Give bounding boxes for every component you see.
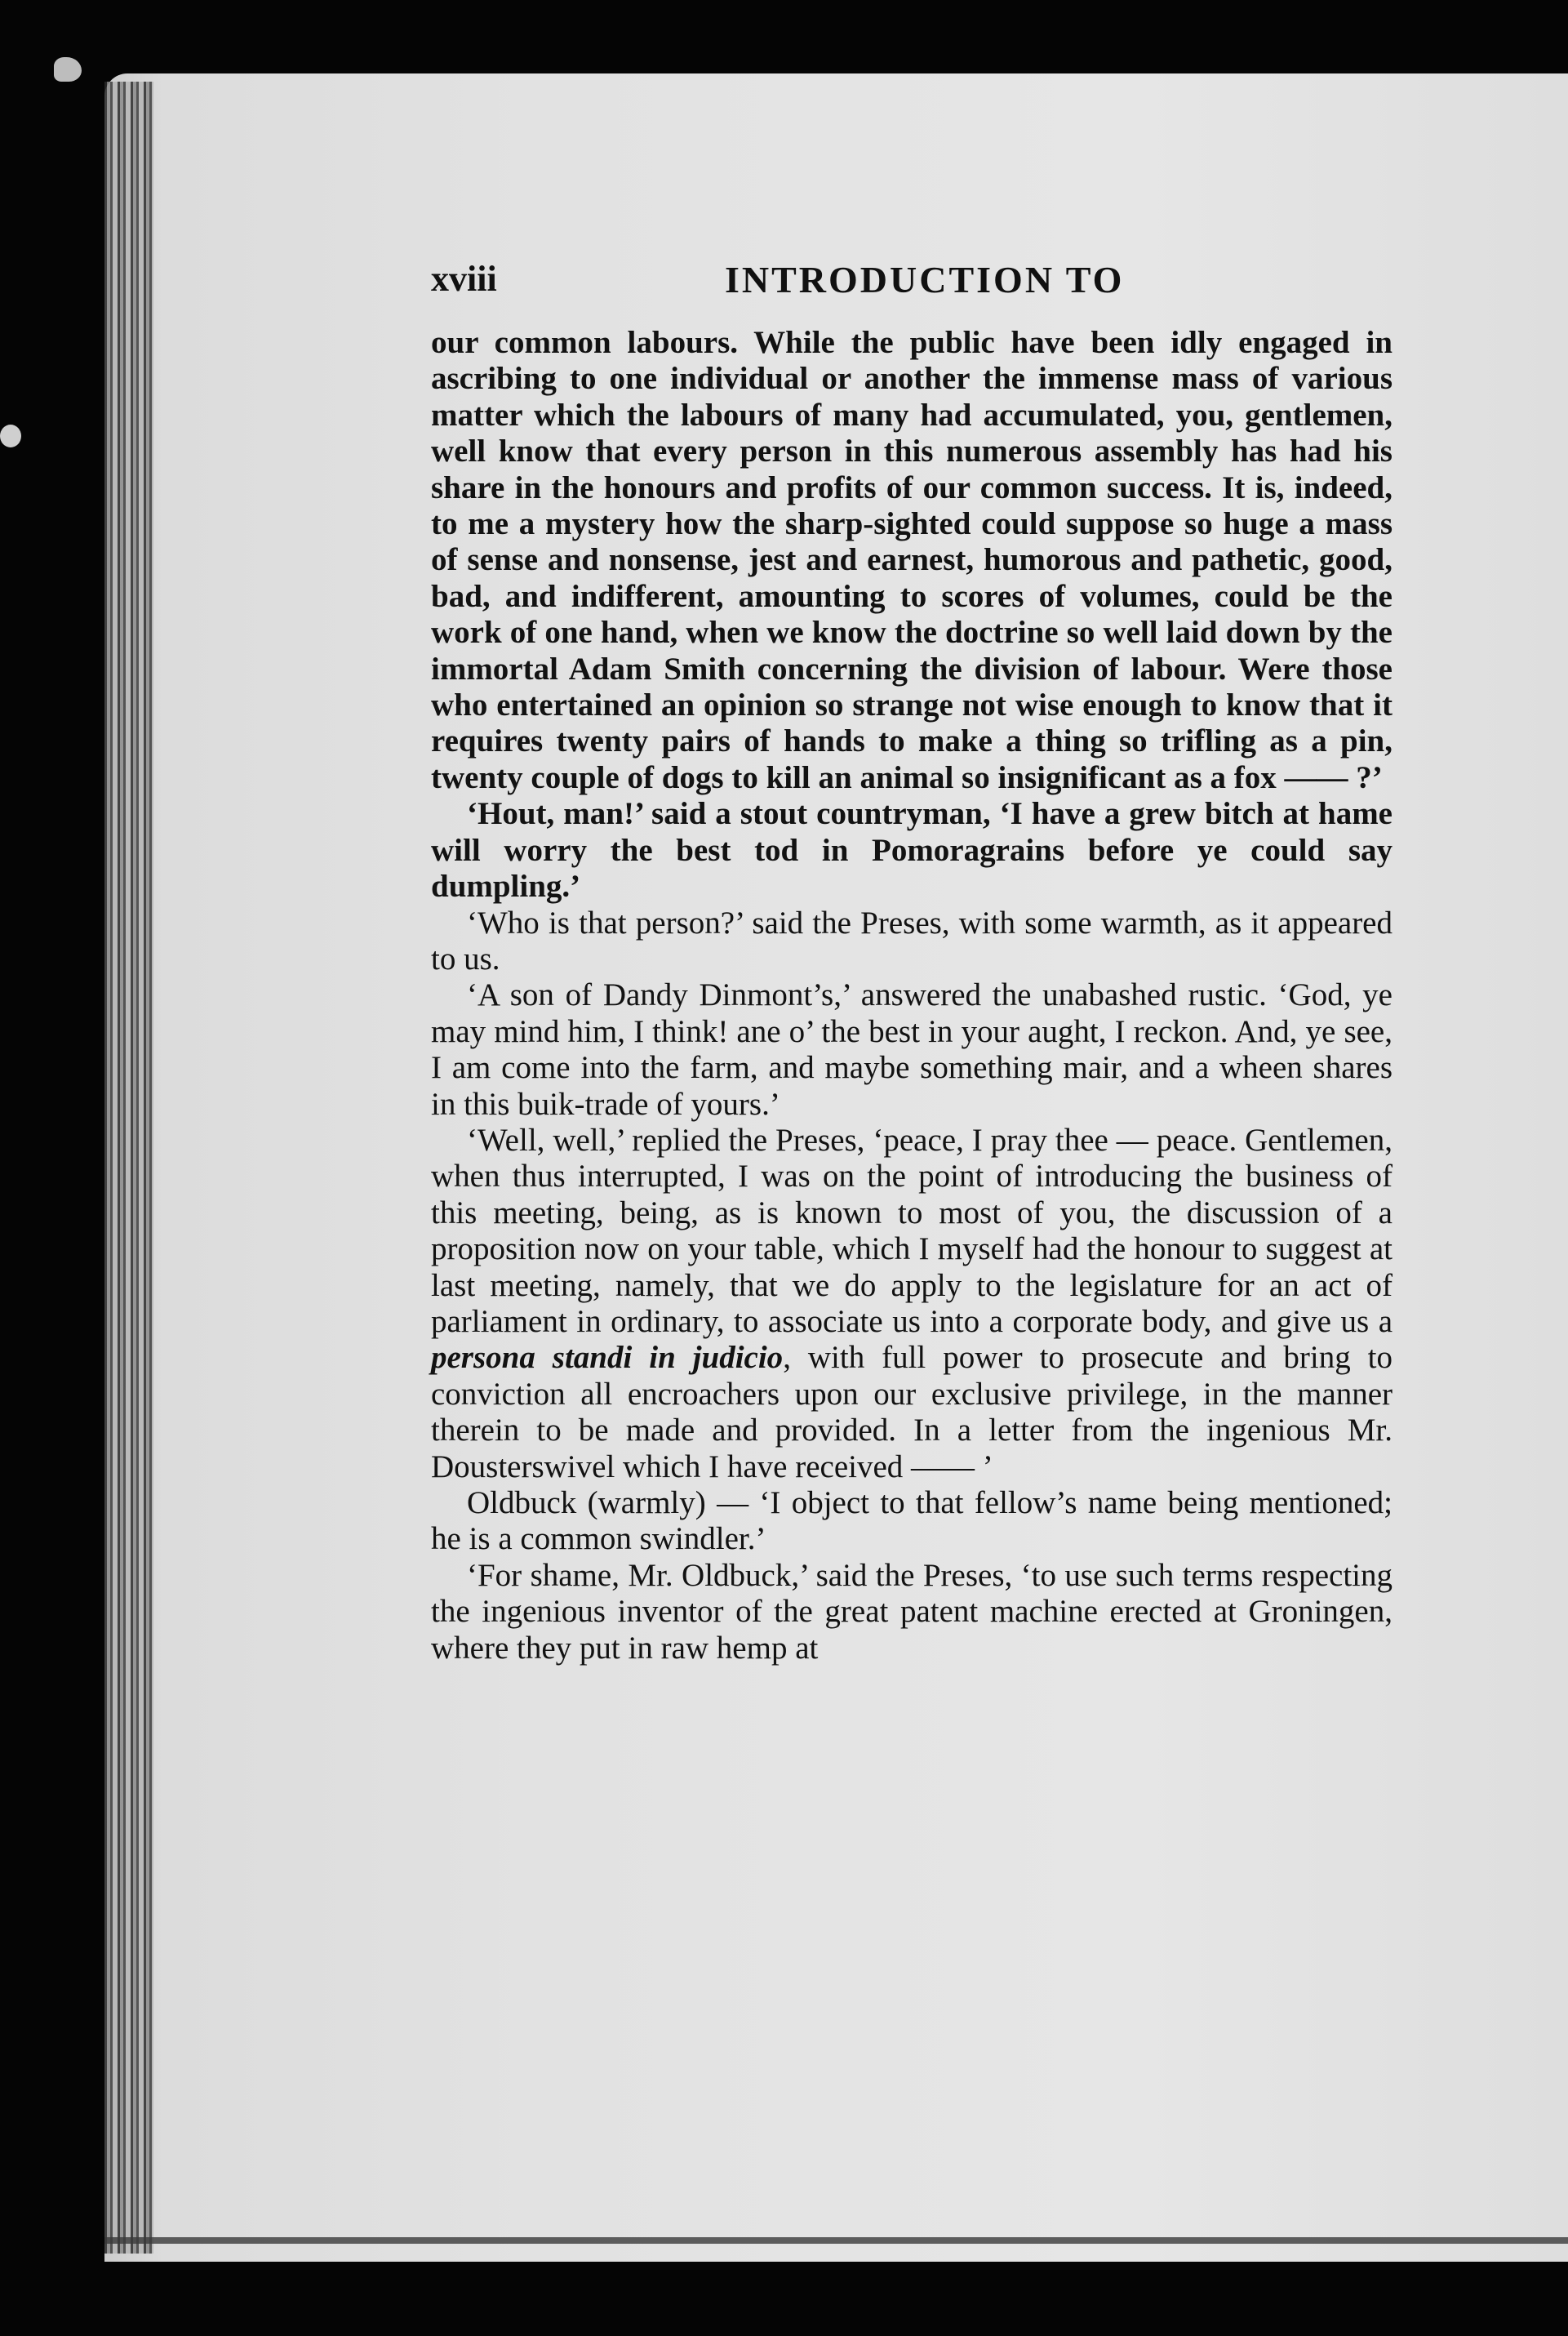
paragraph: Oldbuck (warmly) — ‘I object to that fellow’s name being mentioned; he is a common swindler.’ — [431, 1485, 1393, 1557]
paragraph — [431, 1123, 1393, 1485]
body-text — [431, 325, 1393, 1666]
paragraph-text: ‘Well, well,’ replied the Preses, ‘peace, I pray thee — peace. Gentlemen, when thus interrupted, I was on the point of introducing the business of this meeting, being, as is known to most of you, the discussion of a proposition now on your table, which I myself had the honour to suggest at last meeting, namely, that we do apply to the legislature for an act of parliament in ordinary, to associate us into a corporate body, and give us a — [431, 1122, 1393, 1339]
paragraph: ‘For shame, Mr. Oldbuck,’ said the Preses, ‘to use such terms respecting the ingenious inventor of the great patent machine erected at Groningen, where they put in raw hemp at — [431, 1557, 1393, 1666]
page-header — [431, 258, 1386, 307]
paragraph: ‘A son of Dandy Dinmont’s,’ answered the unabashed rustic. ‘God, ye may mind him, I think! ane o’ the best in your aught, I reckon. And, ye see, I am come into the farm, and maybe something mair, and a wheen shares in this buik-trade of yours.’ — [431, 977, 1393, 1122]
running-title: INTRODUCTION TO — [725, 259, 1125, 300]
paragraph-text: , with full power to prosecute and bring to conviction all encroachers upon our exclusive privilege, in the manner therein to be made and provided. In a letter from the ingenious Mr. Dousterswivel which I have received —— ’ — [431, 1340, 1393, 1484]
page-edge-blemish — [0, 425, 21, 447]
page-edge-blemish — [54, 57, 82, 82]
page-bottom-edge — [104, 2237, 1568, 2244]
page-number: xviii — [431, 259, 497, 299]
paragraph: our common labours. While the public have been idly engaged in ascribing to one individual or another the immense mass of various matter which the labours of many had accumulated, you, gentlemen, well know that every person in this numerous assembly has had his share in the honours and profits of our common success. It is, indeed, to me a mystery how the sharp-sighted could suppose so huge a mass of sense and nonsense, jest and earnest, humorous and pathetic, good, bad, and indifferent, amounting to scores of volumes, could be the work of one hand, when we know the doctrine so well laid down by the immortal Adam Smith concerning the division of labour. Were those who entertained an opinion so strange not wise enough to know that it requires twenty pairs of hands to make a thing so trifling as a pin, twenty couple of dogs to kill an animal so insignificant as a fox —— ?’ — [431, 325, 1393, 795]
latin-phrase: persona standi in judicio — [431, 1340, 784, 1376]
paragraph: ‘Hout, man!’ said a stout countryman, ‘I have a grew bitch at hame will worry the best tod in Pomoragrains before ye could say dumpling.’ — [431, 796, 1393, 905]
book-gutter — [104, 82, 153, 2254]
paragraph: ‘Who is that person?’ said the Preses, with some warmth, as it appeared to us. — [431, 905, 1393, 977]
